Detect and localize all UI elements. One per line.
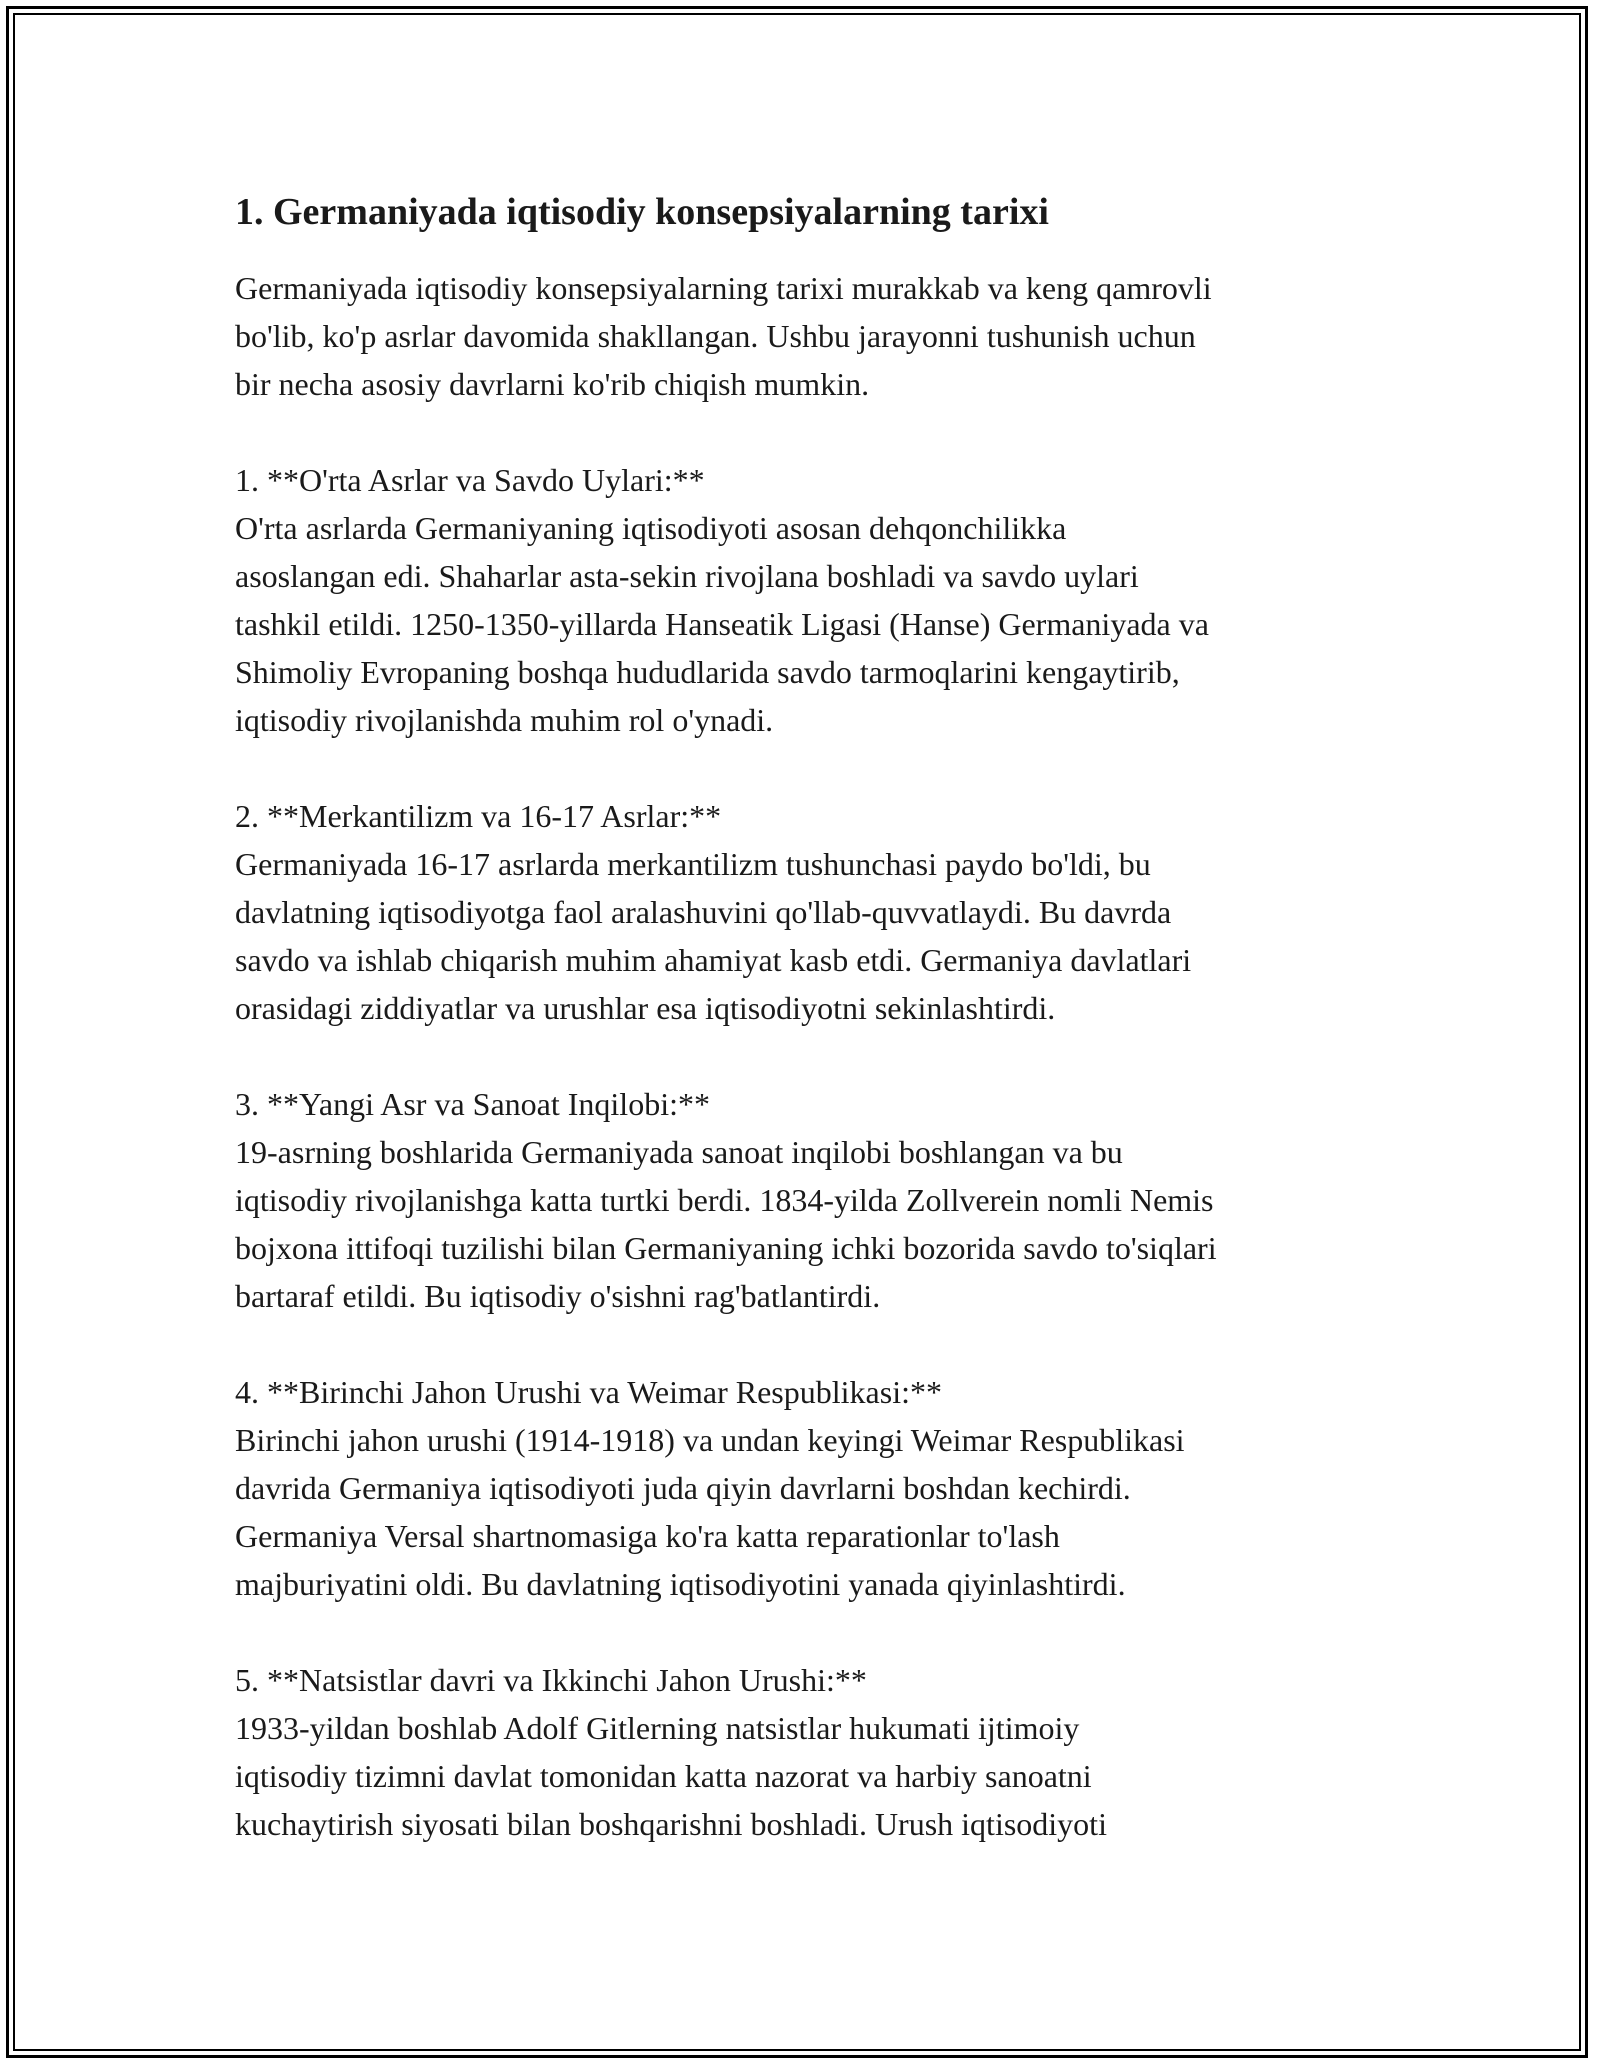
intro-paragraph: Germaniyada iqtisodiy konsepsiyalarning tarixi murakkab va keng qamrovli bo'lib, ko'p asrlar davomida shakllangan. Ushbu jarayonni tushunish uchun bir necha asosiy davrlarni ko'rib chiqish mumkin.	[235, 270, 1212, 402]
paragraph-gap	[235, 1608, 1375, 1656]
paragraph-gap	[235, 1320, 1375, 1368]
document-title: 1. Germaniyada iqtisodiy konsepsiyalarning tarixi	[235, 191, 1049, 233]
paragraph-gap	[235, 408, 1375, 456]
section-5-body: 1933-yildan boshlab Adolf Gitlerning natsistlar hukumati ijtimoiy iqtisodiy tizimni davlat tomonidan katta nazorat va harbiy sanoatni kuchaytirish siyosati bilan boshqarishni boshladi. Urush iqtisodiyoti	[235, 1710, 1107, 1842]
section-2	[235, 792, 1375, 1032]
section-1	[235, 456, 1375, 744]
section-1-heading: 1. **O'rta Asrlar va Savdo Uylari:**	[235, 462, 705, 498]
section-3-heading: 3. **Yangi Asr va Sanoat Inqilobi:**	[235, 1086, 710, 1122]
section-3	[235, 1080, 1375, 1320]
document-content	[235, 186, 1375, 1848]
paragraph-gap	[235, 744, 1375, 792]
paragraph-gap	[235, 1032, 1375, 1080]
section-4-heading: 4. **Birinchi Jahon Urushi va Weimar Respublikasi:**	[235, 1374, 942, 1410]
section-1-body: O'rta asrlarda Germaniyaning iqtisodiyoti asosan dehqonchilikka asoslangan edi. Shaharlar asta-sekin rivojlana boshladi va savdo uylari tashkil etildi. 1250-1350-yillarda Hanseatik Ligasi (Hanse) Germaniyada va Shimoliy Evropaning boshqa hududlarida savdo tarmoqlarini kengaytirib, iqtisodiy rivojlanishda muhim rol o'ynadi.	[235, 510, 1209, 738]
section-2-heading: 2. **Merkantilizm va 16-17 Asrlar:**	[235, 798, 722, 834]
section-5-heading: 5. **Natsistlar davri va Ikkinchi Jahon Urushi:**	[235, 1662, 867, 1698]
section-3-body: 19-asrning boshlarida Germaniyada sanoat inqilobi boshlangan va bu iqtisodiy rivojlanishga katta turtki berdi. 1834-yilda Zollverein nomli Nemis bojxona ittifoqi tuzilishi bilan Germaniyaning ichki bozorida savdo to'siqlari bartaraf etildi. Bu iqtisodiy o'sishni rag'batlantirdi.	[235, 1134, 1217, 1314]
section-2-body: Germaniyada 16-17 asrlarda merkantilizm tushunchasi paydo bo'ldi, bu davlatning iqtisodiyotga faol aralashuvini qo'llab-quvvatlaydi. Bu davrda savdo va ishlab chiqarish muhim ahamiyat kasb etdi. Germaniya davlatlari orasidagi ziddiyatlar va urushlar esa iqtisodiyotni sekinlashtirdi.	[235, 846, 1192, 1026]
section-5	[235, 1656, 1375, 1848]
section-4-body: Birinchi jahon urushi (1914-1918) va undan keyingi Weimar Respublikasi davrida Germaniya iqtisodiyoti juda qiyin davrlarni boshdan kechirdi. Germaniya Versal shartnomasiga ko'ra katta reparationlar to'lash majburiyatini oldi. Bu davlatning iqtisodiyotini yanada qiyinlashtirdi.	[235, 1422, 1185, 1602]
section-4	[235, 1368, 1375, 1608]
